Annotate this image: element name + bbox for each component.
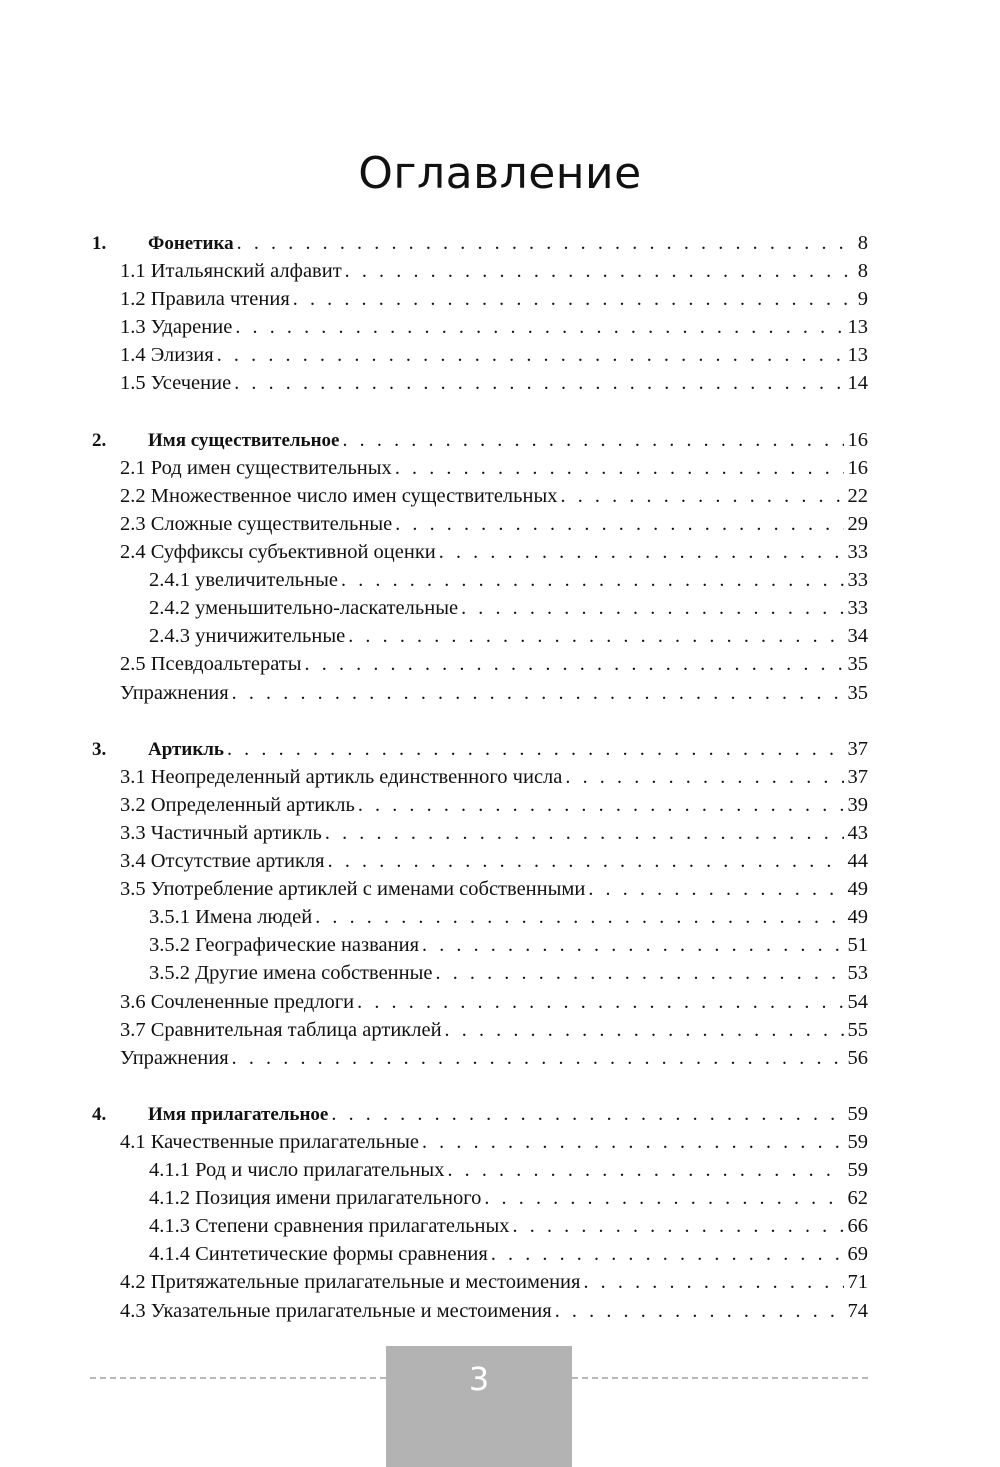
toc-chapter-number: 4.	[92, 1103, 107, 1125]
dot-leader	[436, 959, 844, 987]
toc-page-number: 59	[847, 1131, 868, 1153]
toc-subsection[interactable]	[92, 931, 868, 959]
dot-leader	[513, 1212, 844, 1240]
toc-section[interactable]	[92, 1297, 868, 1325]
toc-page-number: 37	[847, 765, 868, 788]
toc-entry-label: 1.1 Итальянский алфавит	[120, 260, 342, 283]
toc-entry-label: 4.2 Притяжательные прилагательные и местоимения	[120, 1271, 581, 1294]
dot-leader	[328, 847, 844, 875]
toc-subsection[interactable]	[92, 1184, 868, 1212]
toc-subsection[interactable]	[92, 594, 868, 622]
toc-entry-label: 2.1 Род имен существительных	[120, 456, 392, 479]
toc-section[interactable]	[92, 257, 868, 285]
toc-section[interactable]	[92, 1044, 868, 1072]
toc-page-number: 69	[847, 1243, 868, 1266]
dot-leader	[555, 1297, 844, 1325]
toc-entry-label: 2.3 Сложные существительные	[120, 512, 393, 535]
toc-page-number: 39	[847, 793, 868, 816]
toc-section[interactable]	[92, 369, 868, 397]
toc-entry-label	[92, 1101, 328, 1129]
dot-leader	[484, 1184, 843, 1212]
toc-entry-label: 1.4 Элизия	[120, 344, 214, 367]
toc-page-number: 8	[857, 232, 868, 254]
toc-section[interactable]	[92, 482, 868, 510]
dot-leader	[461, 594, 843, 622]
toc-page-number: 43	[847, 821, 868, 844]
toc-entry-label: 4.1.4 Синтетические формы сравнения	[149, 1243, 488, 1266]
toc-entry-label: 4.3 Указательные прилагательные и местоимения	[120, 1299, 552, 1322]
toc-entry-label: 1.5 Усечение	[120, 372, 232, 395]
toc-page-number: 29	[847, 512, 868, 535]
toc-subsection[interactable]	[92, 903, 868, 931]
toc-section[interactable]	[92, 988, 868, 1016]
toc-entry-label: 3.6 Сочлененные предлоги	[120, 990, 355, 1013]
dot-leader	[395, 510, 843, 538]
dot-leader	[305, 650, 844, 678]
toc-entry-label	[92, 427, 339, 455]
toc-entry-label: 3.5.2 Другие имена собственные	[149, 962, 433, 985]
toc-page-number: 13	[847, 344, 868, 367]
footer-divider-left	[90, 1377, 386, 1379]
footer-divider-right	[572, 1377, 868, 1379]
toc-section[interactable]	[92, 791, 868, 819]
toc-chapter[interactable]	[92, 229, 868, 257]
toc-page-number: 16	[847, 456, 868, 479]
toc-page-number: 51	[847, 934, 868, 957]
toc-page-number: 59	[847, 1159, 868, 1182]
toc-page-number: 49	[847, 878, 868, 901]
dot-leader	[439, 538, 844, 566]
dot-leader	[565, 763, 843, 791]
toc-chapter[interactable]	[92, 1100, 868, 1128]
dot-leader	[348, 622, 843, 650]
toc-subsection[interactable]	[92, 622, 868, 650]
dot-leader	[341, 566, 844, 594]
toc-page-number: 56	[847, 1046, 868, 1069]
toc-chapter[interactable]	[92, 426, 868, 454]
toc-entry-label: 2.2 Множественное число имен существительных	[120, 484, 558, 507]
table-of-contents	[92, 229, 868, 1325]
dot-leader	[345, 257, 854, 285]
toc-page-number: 9	[857, 288, 868, 311]
toc-page-number: 35	[847, 681, 868, 704]
toc-entry-label: 3.7 Сравнительная таблица артиклей	[120, 1018, 442, 1041]
dot-leader	[237, 229, 854, 257]
toc-page-number: 54	[847, 990, 868, 1013]
toc-chapter[interactable]	[92, 735, 868, 763]
toc-page-number: 33	[847, 597, 868, 620]
dot-leader	[325, 819, 844, 847]
toc-page-number: 49	[847, 906, 868, 929]
dot-leader	[395, 454, 844, 482]
dot-leader	[234, 369, 843, 397]
dot-leader	[358, 791, 844, 819]
toc-section[interactable]	[92, 538, 868, 566]
toc-chapter-title: Имя существительное	[148, 429, 340, 451]
dot-leader	[315, 903, 843, 931]
toc-entry-label: 2.4.1 увеличительные	[149, 569, 338, 592]
toc-page-number: 55	[847, 1018, 868, 1041]
toc-subsection[interactable]	[92, 566, 868, 594]
toc-entry-label: 3.1 Неопределенный артикль единственного числа	[120, 765, 563, 788]
toc-chapter-title: Фонетика	[148, 233, 234, 254]
toc-chapter-number: 1.	[92, 233, 107, 254]
toc-entry-label: 3.5.1 Имена людей	[149, 906, 313, 929]
toc-section[interactable]	[92, 1016, 868, 1044]
toc-subsection[interactable]	[92, 1240, 868, 1268]
dot-leader	[235, 313, 843, 341]
toc-page-number: 14	[847, 372, 868, 395]
dot-leader	[588, 875, 843, 903]
toc-entry-label: 3.5.2 Географические названия	[149, 934, 419, 957]
dot-leader	[232, 679, 844, 707]
toc-page-number: 33	[847, 569, 868, 592]
toc-entry-label: 4.1.1 Род и число прилагательных	[149, 1159, 445, 1182]
dot-leader	[422, 1128, 844, 1156]
toc-entry-label: 2.4.2 уменьшительно-ласкательные	[149, 597, 459, 620]
toc-page-number: 44	[847, 850, 868, 873]
toc-entry-label: 2.4.3 уничижительные	[149, 625, 346, 648]
toc-entry-label: 1.3 Ударение	[120, 316, 233, 339]
toc-entry-label: 3.3 Частичный артикль	[120, 821, 322, 844]
page-number-tab	[386, 1346, 572, 1467]
toc-section[interactable]	[92, 510, 868, 538]
page-number: 3	[468, 1360, 490, 1398]
toc-page-number: 35	[847, 653, 868, 676]
dot-leader	[331, 1100, 843, 1128]
toc-page-number: 53	[847, 962, 868, 985]
toc-entry-label: Упражнения	[120, 681, 229, 704]
toc-entry-label: 1.2 Правила чтения	[120, 288, 290, 311]
toc-page-number: 74	[847, 1299, 868, 1322]
dot-leader	[422, 931, 844, 959]
toc-entry-label: 4.1.3 Степени сравнения прилагательных	[149, 1215, 510, 1238]
toc-entry-label	[92, 736, 224, 764]
toc-page-number: 37	[847, 737, 868, 760]
dot-leader	[491, 1240, 844, 1268]
toc-section[interactable]	[92, 847, 868, 875]
dot-leader	[447, 1156, 843, 1184]
toc-chapter-title: Имя прилагательное	[148, 1103, 329, 1125]
toc-page-number: 33	[847, 541, 868, 564]
toc-section[interactable]	[92, 650, 868, 678]
dot-leader	[227, 735, 844, 763]
toc-entry-label	[92, 230, 234, 258]
dot-leader	[583, 1268, 843, 1296]
toc-page-number: 62	[847, 1187, 868, 1210]
toc-chapter-title: Артикль	[148, 738, 224, 760]
toc-subsection[interactable]	[92, 959, 868, 987]
toc-section[interactable]	[92, 285, 868, 313]
toc-chapter-number: 2.	[92, 429, 107, 451]
toc-section[interactable]	[92, 875, 868, 903]
dot-leader	[232, 1044, 844, 1072]
dot-leader	[357, 988, 843, 1016]
dot-leader	[293, 285, 854, 313]
toc-page-number: 8	[857, 260, 868, 283]
dot-leader	[342, 426, 843, 454]
toc-section[interactable]	[92, 313, 868, 341]
toc-section[interactable]	[92, 679, 868, 707]
page-title: Оглавление	[358, 148, 642, 199]
toc-entry-label: Упражнения	[120, 1046, 229, 1069]
toc-page-number: 22	[847, 484, 868, 507]
toc-chapter-number: 3.	[92, 738, 107, 760]
toc-subsection[interactable]	[92, 1156, 868, 1184]
toc-section[interactable]	[92, 341, 868, 369]
toc-page-number: 13	[847, 316, 868, 339]
toc-entry-label: 3.5 Употребление артиклей с именами собственными	[120, 878, 586, 901]
toc-entry-label: 3.4 Отсутствие артикля	[120, 850, 325, 873]
toc-section[interactable]	[92, 1128, 868, 1156]
toc-page-number: 59	[847, 1102, 868, 1125]
dot-leader	[561, 482, 844, 510]
toc-entry-label: 4.1.2 Позиция имени прилагательного	[149, 1187, 482, 1210]
dot-leader	[445, 1016, 844, 1044]
toc-page-number: 16	[847, 428, 868, 451]
toc-section[interactable]	[92, 819, 868, 847]
toc-entry-label: 2.4 Суффиксы субъективной оценки	[120, 541, 436, 564]
toc-page-number: 71	[847, 1271, 868, 1294]
toc-section[interactable]	[92, 763, 868, 791]
toc-page-number: 34	[847, 625, 868, 648]
toc-section[interactable]	[92, 1268, 868, 1296]
toc-subsection[interactable]	[92, 1212, 868, 1240]
toc-section[interactable]	[92, 454, 868, 482]
toc-entry-label: 3.2 Определенный артикль	[120, 793, 355, 816]
dot-leader	[217, 341, 844, 369]
toc-entry-label: 4.1 Качественные прилагательные	[120, 1131, 419, 1153]
toc-entry-label: 2.5 Псевдоальтераты	[120, 653, 302, 676]
toc-page-number: 66	[847, 1215, 868, 1238]
